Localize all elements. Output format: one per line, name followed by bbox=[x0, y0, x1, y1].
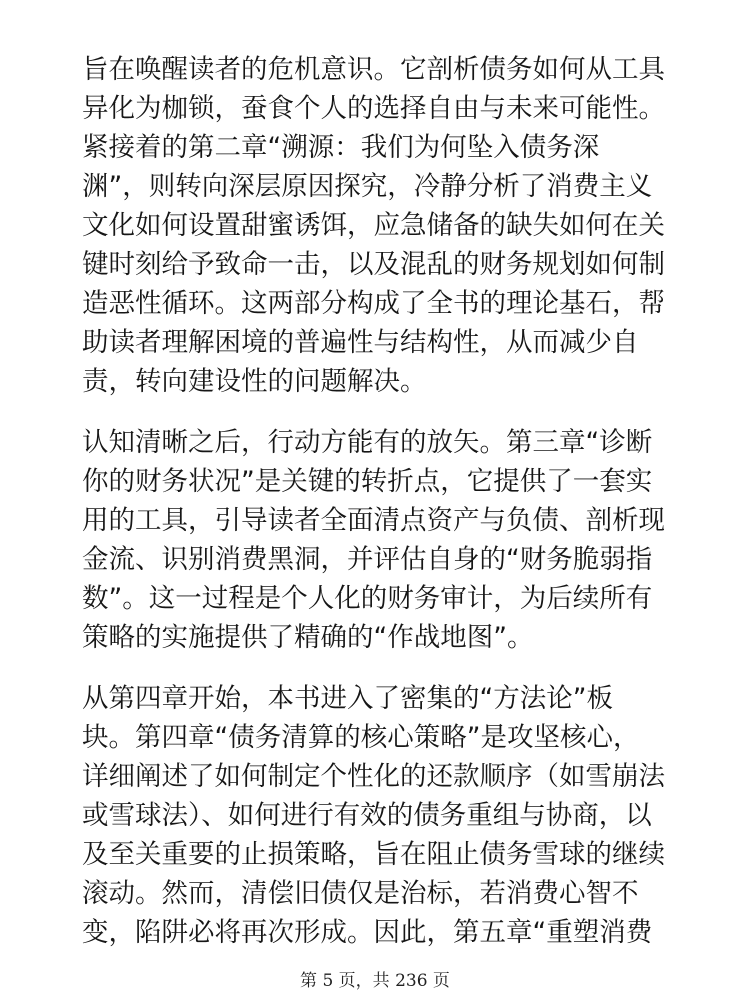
text-line: 及至关重要的止损策略，旨在阻止债务雪球的继续 bbox=[82, 839, 665, 870]
page-number-footer: 第 5 页，共 236 页 bbox=[300, 971, 450, 991]
text-line: 造恶性循环。这两部分构成了全书的理论基石，帮 bbox=[82, 288, 665, 319]
paragraph-2 bbox=[82, 423, 682, 657]
text-line: 或雪球法）、如何进行有效的债务重组与协商，以 bbox=[82, 800, 652, 831]
text-line: 责，转向建设性的问题解决。 bbox=[82, 366, 427, 397]
text-line: 助读者理解困境的普遍性与结构性，从而减少自 bbox=[82, 327, 639, 358]
text-line: 紧接着的第二章“溯源：我们为何坠入债务深 bbox=[82, 132, 600, 163]
text-line: 认知清晰之后，行动方能有的放矢。第三章“诊断 bbox=[82, 427, 653, 458]
text-line: 数”。这一过程是个人化的财务审计，为后续所有 bbox=[82, 583, 653, 614]
body-text bbox=[82, 50, 682, 974]
text-line: 文化如何设置甜蜜诱饵，应急储备的缺失如何在关 bbox=[82, 210, 665, 241]
text-line: 渊”，则转向深层原因探究，冷静分析了消费主义 bbox=[82, 171, 653, 202]
text-line: 策略的实施提供了精确的“作战地图”。 bbox=[82, 622, 534, 653]
paragraph-3 bbox=[82, 679, 682, 952]
text-line: 旨在唤醒读者的危机意识。它剖析债务如何从工具 bbox=[82, 54, 665, 85]
text-line: 键时刻给予致命一击，以及混乱的财务规划如何制 bbox=[82, 249, 665, 280]
text-line: 块。第四章“债务清算的核心策略”是攻坚核心， bbox=[82, 722, 640, 753]
text-line: 用的工具，引导读者全面清点资产与负债、剖析现 bbox=[82, 505, 665, 536]
paragraph-1 bbox=[82, 50, 682, 401]
text-line: 你的财务状况”是关键的转折点，它提供了一套实 bbox=[82, 466, 653, 497]
text-line: 金流、识别消费黑洞，并评估自身的“财务脆弱指 bbox=[82, 544, 653, 575]
text-line: 变，陷阱必将再次形成。因此，第五章“重塑消费 bbox=[82, 917, 653, 948]
text-line: 从第四章开始，本书进入了密集的“方法论”板 bbox=[82, 683, 613, 714]
text-line: 详细阐述了如何制定个性化的还款顺序（如雪崩法 bbox=[82, 761, 665, 792]
text-line: 滚动。然而，清偿旧债仅是治标，若消费心智不 bbox=[82, 878, 639, 909]
text-line: 异化为枷锁，蚕食个人的选择自由与未来可能性。 bbox=[82, 93, 665, 124]
